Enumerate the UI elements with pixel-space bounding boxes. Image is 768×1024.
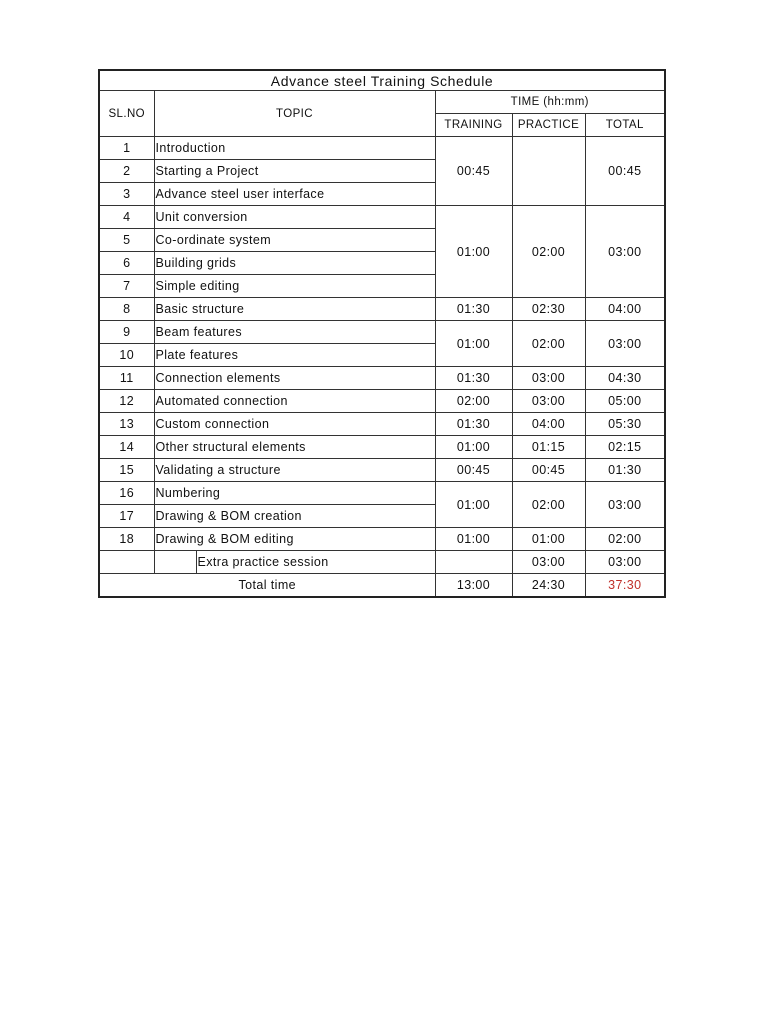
extra-practice-label: Extra practice session <box>196 551 435 574</box>
training-time: 01:00 <box>435 482 512 528</box>
row-topic: Unit conversion <box>154 206 435 229</box>
row-number: 7 <box>99 275 154 298</box>
total-time: 00:45 <box>585 137 665 206</box>
training-time <box>435 551 512 574</box>
row-number: 9 <box>99 321 154 344</box>
training-time: 00:45 <box>435 137 512 206</box>
row-number: 1 <box>99 137 154 160</box>
row-topic: Drawing & BOM editing <box>154 528 435 551</box>
table-row <box>99 321 665 344</box>
row-topic: Other structural elements <box>154 436 435 459</box>
table-row <box>99 367 665 390</box>
table-row <box>99 528 665 551</box>
row-number: 4 <box>99 206 154 229</box>
total-time: 05:00 <box>585 390 665 413</box>
total-time: 02:15 <box>585 436 665 459</box>
training-time: 01:30 <box>435 367 512 390</box>
table-row <box>99 137 665 160</box>
row-number: 14 <box>99 436 154 459</box>
row-number: 12 <box>99 390 154 413</box>
total-time: 02:00 <box>585 528 665 551</box>
table-row <box>99 390 665 413</box>
row-topic: Co-ordinate system <box>154 229 435 252</box>
total-time: 03:00 <box>585 551 665 574</box>
total-row <box>99 574 665 598</box>
total-time: 03:00 <box>585 206 665 298</box>
practice-time: 04:00 <box>512 413 585 436</box>
row-topic: Connection elements <box>154 367 435 390</box>
row-topic: Simple editing <box>154 275 435 298</box>
practice-time: 03:00 <box>512 367 585 390</box>
training-schedule-table <box>98 69 666 598</box>
row-number: 6 <box>99 252 154 275</box>
table-row <box>99 206 665 229</box>
row-number: 18 <box>99 528 154 551</box>
training-time: 01:30 <box>435 413 512 436</box>
header-topic: TOPIC <box>154 91 435 137</box>
row-topic: Starting a Project <box>154 160 435 183</box>
row-number: 16 <box>99 482 154 505</box>
row-topic: Numbering <box>154 482 435 505</box>
empty-cell <box>99 551 154 574</box>
total-time: 03:00 <box>585 321 665 367</box>
practice-time: 02:00 <box>512 206 585 298</box>
practice-time: 01:00 <box>512 528 585 551</box>
row-topic: Validating a structure <box>154 459 435 482</box>
row-number: 2 <box>99 160 154 183</box>
table-title: Advance steel Training Schedule <box>99 70 665 91</box>
header-training: TRAINING <box>435 114 512 137</box>
table-row <box>99 298 665 321</box>
total-time: 03:00 <box>585 482 665 528</box>
row-topic: Automated connection <box>154 390 435 413</box>
practice-time: 03:00 <box>512 390 585 413</box>
table-row <box>99 459 665 482</box>
total-practice: 24:30 <box>512 574 585 598</box>
training-time: 01:00 <box>435 528 512 551</box>
row-topic: Beam features <box>154 321 435 344</box>
row-topic: Custom connection <box>154 413 435 436</box>
row-number: 8 <box>99 298 154 321</box>
total-time: 05:30 <box>585 413 665 436</box>
training-time: 01:00 <box>435 436 512 459</box>
row-topic: Introduction <box>154 137 435 160</box>
row-number: 17 <box>99 505 154 528</box>
total-time: 01:30 <box>585 459 665 482</box>
header-practice: PRACTICE <box>512 114 585 137</box>
training-time: 01:00 <box>435 321 512 367</box>
total-training: 13:00 <box>435 574 512 598</box>
table-row <box>99 413 665 436</box>
total-time: 04:00 <box>585 298 665 321</box>
practice-time: 03:00 <box>512 551 585 574</box>
row-number: 5 <box>99 229 154 252</box>
row-number: 15 <box>99 459 154 482</box>
practice-time: 02:30 <box>512 298 585 321</box>
total-time: 04:30 <box>585 367 665 390</box>
row-number: 3 <box>99 183 154 206</box>
row-topic: Plate features <box>154 344 435 367</box>
table-row <box>99 436 665 459</box>
training-time: 01:00 <box>435 206 512 298</box>
row-topic: Advance steel user interface <box>154 183 435 206</box>
practice-time: 00:45 <box>512 459 585 482</box>
row-topic: Drawing & BOM creation <box>154 505 435 528</box>
training-time: 01:30 <box>435 298 512 321</box>
row-number: 13 <box>99 413 154 436</box>
row-topic: Building grids <box>154 252 435 275</box>
header-slno: SL.NO <box>99 91 154 137</box>
header-time: TIME (hh:mm) <box>435 91 665 114</box>
practice-time <box>512 137 585 206</box>
training-time: 00:45 <box>435 459 512 482</box>
row-number: 11 <box>99 367 154 390</box>
empty-cell <box>154 551 196 574</box>
row-topic: Basic structure <box>154 298 435 321</box>
table-row <box>99 482 665 505</box>
practice-time: 02:00 <box>512 321 585 367</box>
total-label: Total time <box>99 574 435 598</box>
practice-time: 01:15 <box>512 436 585 459</box>
extra-practice-row <box>99 551 665 574</box>
row-number: 10 <box>99 344 154 367</box>
practice-time: 02:00 <box>512 482 585 528</box>
header-total: TOTAL <box>585 114 665 137</box>
grand-total: 37:30 <box>585 574 665 598</box>
training-time: 02:00 <box>435 390 512 413</box>
